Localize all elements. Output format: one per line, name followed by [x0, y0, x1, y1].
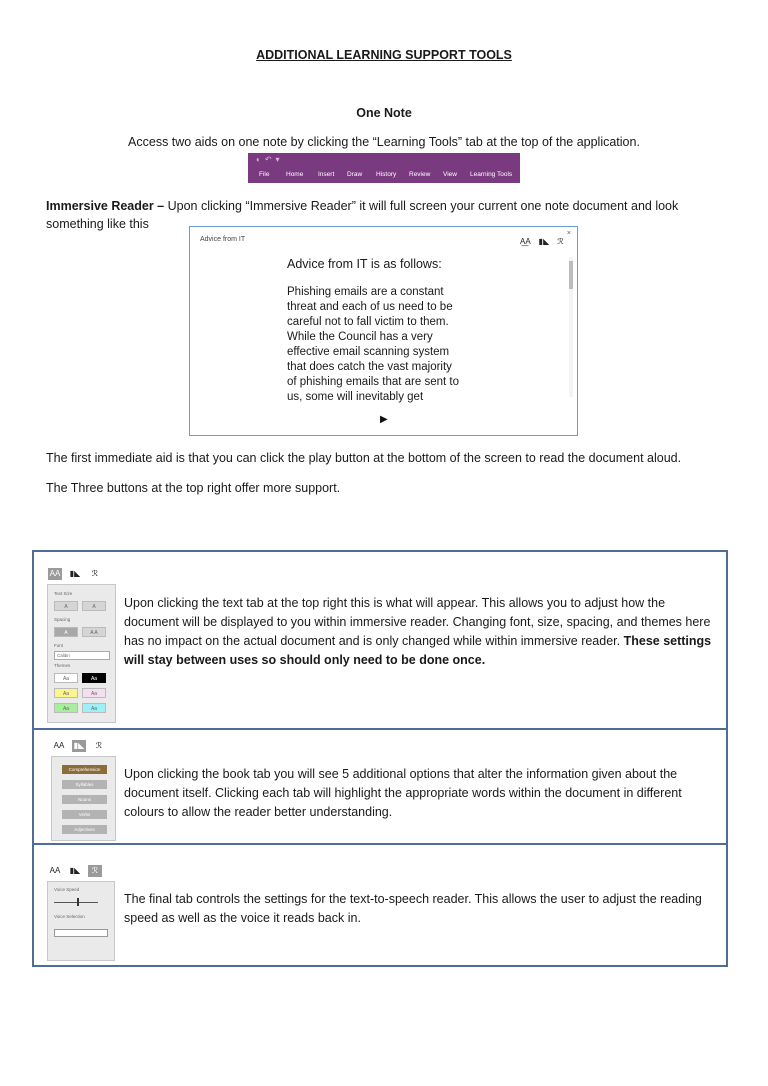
reader-body: Phishing emails are a constant threat and each of us need to be careful not to fall victim to them. While the Council has a very effective email scanning system that does catch the vast majority of phishing emails that are sent to us, some will inevitably get	[287, 286, 459, 403]
ribbon-tab-home[interactable]: Home	[286, 171, 304, 178]
section-title: One Note	[356, 106, 412, 120]
increase-size-button[interactable]: A	[82, 601, 106, 611]
option-adjectives[interactable]: Adjectives	[62, 825, 107, 834]
ribbon-tab-learning-tools[interactable]: Learning Tools	[470, 171, 513, 178]
text-options-icon[interactable]: A͟A	[520, 237, 531, 246]
option-syllables[interactable]: Syllables	[62, 780, 107, 789]
ribbon-tab-insert[interactable]: Insert	[318, 171, 335, 178]
voice-options-panel	[47, 881, 115, 961]
font-label: Font	[54, 643, 64, 648]
immersive-reader-window	[189, 226, 578, 436]
book-icon[interactable]: ▮◣	[69, 866, 81, 875]
voice-select[interactable]	[54, 929, 108, 937]
document-title: ADDITIONAL LEARNING SUPPORT TOOLS	[256, 48, 512, 62]
theme-swatch-yellow[interactable]: Aa	[54, 688, 78, 698]
text-tab-description	[124, 594, 716, 670]
decrease-size-button[interactable]: A	[54, 601, 78, 611]
voice-tab-description: The final tab controls the settings for the text-to-speech reader. This allows the user to adjust the reading speed as well as the voice it reads back in.	[124, 892, 702, 925]
book-icon[interactable]: ▮◣	[538, 237, 550, 246]
text-options-icon[interactable]: AA	[49, 569, 61, 578]
option-nouns[interactable]: Nouns	[62, 795, 107, 804]
book-icon[interactable]: ▮◣	[69, 569, 81, 578]
text-options-panel	[47, 584, 116, 723]
text-tab-description-normal: Upon clicking the text tab at the top right this is what will appear. This allows you to adjust how the document will be displayed to you within immersive reader. Changing font, size, spacing, and themes here has no impact on the actual document and is only changed while within immersive reader.	[124, 596, 711, 648]
voice-speed-label: Voice Speed	[54, 887, 80, 892]
text-tab-icons	[48, 568, 108, 580]
book-tab-box	[32, 728, 728, 845]
reader-scrollbar[interactable]	[569, 257, 573, 397]
book-tab-description: Upon clicking the book tab you will see 5 additional options that alter the information given about the document itself. Clicking each tab will highlight the appropriate words within the document in different colours to allow the reader better understanding.	[124, 767, 682, 819]
ribbon-tab-file[interactable]: File	[259, 171, 270, 178]
reader-heading: Advice from IT is as follows:	[287, 257, 442, 271]
reader-toolbar	[520, 237, 572, 246]
themes-label: Themes	[54, 663, 71, 668]
speed-slider-thumb[interactable]	[77, 898, 79, 906]
play-paragraph: The first immediate aid is that you can click the play button at the bottom of the screen to read the document aloud.	[46, 451, 682, 465]
ribbon-tab-draw[interactable]: Draw	[347, 171, 363, 178]
scrollbar-thumb[interactable]	[569, 261, 573, 289]
voice-icon[interactable]: ℛ	[91, 569, 99, 578]
option-verbs[interactable]: Verbs	[62, 810, 107, 819]
theme-swatch-cyan[interactable]: Aa	[82, 703, 106, 713]
font-value: Calibri	[57, 653, 70, 658]
voice-tab-icons	[48, 865, 108, 877]
ribbon-tab-history[interactable]: History	[376, 171, 397, 178]
voice-icon[interactable]: ℛ	[95, 741, 103, 750]
ribbon-tab-view[interactable]: View	[443, 171, 457, 178]
theme-swatch-pink[interactable]: Aa	[82, 688, 106, 698]
three-buttons-paragraph: The Three buttons at the top right offer more support.	[46, 481, 341, 495]
book-tab-icons	[52, 740, 112, 752]
text-options-icon[interactable]: AA	[49, 866, 61, 875]
theme-swatch-green[interactable]: Aa	[54, 703, 78, 713]
close-icon[interactable]: ×	[566, 230, 571, 237]
theme-swatch-white[interactable]: Aa	[54, 673, 78, 683]
immersive-reader-label: Immersive Reader –	[46, 199, 165, 213]
onenote-ribbon	[248, 153, 520, 183]
intro-paragraph: Access two aids on one note by clicking the “Learning Tools” tab at the top of the application.	[128, 135, 640, 149]
voice-selection-label: Voice Selection	[54, 914, 85, 919]
voice-icon[interactable]: ℛ	[88, 865, 102, 877]
quick-access-toolbar: ◐↶▾	[256, 155, 284, 164]
text-size-label: Text Size	[54, 591, 73, 596]
speed-slider-track[interactable]	[54, 902, 98, 903]
option-comprehension[interactable]: Comprehension	[62, 765, 107, 774]
text-options-icon[interactable]: AA	[53, 741, 65, 750]
text-tab-description-bold: These settings will stay between uses so should only need to be done once.	[124, 634, 712, 667]
spacing-label: Spacing	[54, 617, 71, 622]
ribbon-tab-review[interactable]: Review	[409, 171, 431, 178]
ribbon-tabs	[248, 171, 520, 183]
wide-spacing-button[interactable]: A A	[82, 627, 106, 637]
book-options-panel	[51, 756, 116, 841]
book-icon[interactable]: ▮◣	[73, 741, 85, 750]
play-icon[interactable]: ▶	[380, 414, 388, 425]
text-tab-box	[32, 550, 728, 730]
font-select[interactable]	[54, 651, 110, 660]
theme-swatch-black[interactable]: Aa	[82, 673, 106, 683]
voice-icon[interactable]: ℛ	[557, 237, 564, 246]
voice-tab-box	[32, 843, 728, 967]
narrow-spacing-button[interactable]: A	[54, 627, 78, 637]
reader-doc-title: Advice from IT	[200, 236, 246, 243]
immersive-reader-text: Upon clicking “Immersive Reader” it will full screen your current one note document and look something like this	[46, 199, 679, 231]
